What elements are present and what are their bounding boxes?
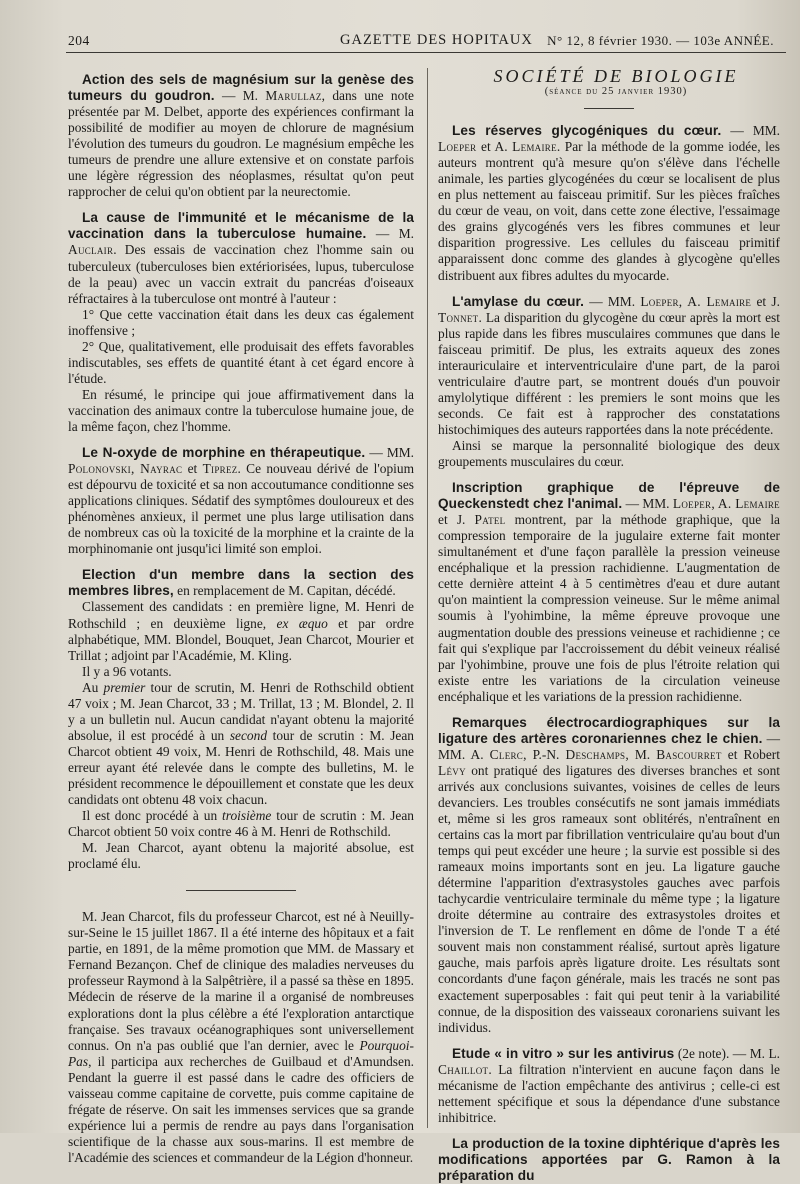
- article-title: Election d'un membre dans la section des membres libres,: [68, 567, 414, 599]
- author: Chaillot: [438, 1061, 489, 1077]
- article-electrocardiographie: Remarques électrocardiographiques sur la ligature des artères coronariennes chez le chien. — MM. A. Clerc, P.-N. Deschamps, M. Bascourret et Robert Lévy ont pratiqué des ligatures des diverses branches et sont arrivés aux conclusions suivantes, voisines de celles de leurs devanciers. Les troubles consécutifs ne sont jamais immédiats et, même si les gros rameaux sont oblitérés, n'entraînent en certains cas la mort par fibrillation ventriculaire qu'au bout d'un temps qui peut excéder une heure ; la survie est possible si des rameaux moins importants sont en jeu. La ligature gauche détermine l'apparition d'extrasystoles gauches avec parfois tachycardie ventriculaire terminale du même type ; la ligature droite détermine au contraire des extrasystoles droites et l'inversion de T. Le renflement en dôme de l'onde T a été souvent mais non constamment réalisé, surtout après ligature gauche, mais parfois après ligature droite. Les résultats sont concordants d'une façon générale, mais les tracés ne sont pas exactement superposables : fait qui peut tenir à la variabilité connue, de la disposition des vaisseaux coronariens suivant les individus.: [438, 714, 780, 1035]
- author: Polonovski, Nayrac: [68, 461, 183, 477]
- paragraph: Il y a 96 votants.: [82, 663, 172, 679]
- author: Bascourret: [656, 746, 722, 762]
- column-divider: [427, 68, 428, 1128]
- author: Loeper: [438, 139, 477, 155]
- author: Loeper, A. Lemaire: [672, 496, 780, 512]
- paragraph: M. Jean Charcot, ayant obtenu la majorité absolue, est proclamé élu.: [68, 840, 414, 872]
- page-number: 204: [68, 33, 90, 48]
- article-election: Election d'un membre dans la section des membres libres, en remplacement de M. Capitan, décédé.: [68, 567, 414, 599]
- paragraph: Ainsi se marque la personnalité biologique des deux groupements musculaires du cœur.: [438, 437, 780, 470]
- issue-info: N° 12, 8 février 1930. — 103e ANNÉE.: [547, 33, 774, 48]
- author: Lévy: [438, 762, 466, 778]
- article-antivirus: Etude « in vitro » sur les antivirus (2e note). — M. L. Chaillot. La filtration n'intervient en aucune façon dans le mécanisme de l'action empêchante des antivirus ; celle-ci est nettement spécifique et sous la dépendance d'une substance inhibitrice.: [438, 1045, 780, 1125]
- right-column: [438, 68, 780, 1184]
- page-header: [68, 30, 784, 52]
- author: Marullaz: [265, 88, 322, 104]
- section-rule: [186, 890, 296, 891]
- journal-title: GAZETTE DES HOPITAUX: [340, 32, 533, 48]
- left-column: [68, 68, 414, 1166]
- paragraph: 2° Que, qualitativement, elle produisait des effets favorables indiscutables, ses effets de quantité étant à cet égard encore à l'étude.: [68, 338, 414, 386]
- section-date: (séance du 25 janvier 1930): [544, 86, 688, 98]
- author: Tiprez: [202, 461, 238, 477]
- paragraph: Au premier tour de scrutin, M. Henri de Rothschild obtient 47 voix ; M. Jean Charcot, 33 ; M. Trillat, 13 ; M. Blondel, 2. Il y a un bulletin nul. Aucun candidat n'ayant obtenu la majorité absolue, il est procédé à un second tour de scrutin : M. Jean Charcot obtient 49 voix, M. Henri de Rothschild, 48. Mais une erreur ayant été relevée dans le compte des bulletins, M. le président recommence le dépouillement et constate que les deux candidats ont obtenu 48 voix chacun.: [68, 679, 414, 808]
- author: Auclair: [68, 242, 114, 258]
- article-title: La production de la toxine diphtérique d'après les modifications apportées par G. Ramon à la préparation du: [438, 1135, 780, 1183]
- author: Deschamps: [565, 746, 626, 762]
- author: Loeper, A. Lemaire: [640, 293, 752, 309]
- article-glycogene: Les réserves glycogéniques du cœur. — MM. Loeper et A. Lemaire. Par la méthode de la gomme iodée, les auteurs montrent qu'à mesure qu'on s'élève dans l'échelle animale, les parties glycogénées du cœur se localisent de plus en plus nettement au faisceau primitif. Sur les pièces fraîches du cœur de veau, on voit, dans cette zone élective, l'essaimage des grains glycogénés vers les fibres communes et leur disparition progressive. Les cellules du faisceau primitif apparaissent donc comme des glandes à glycogène qu'elles distribuent aux fibres adultes du myocarde.: [438, 123, 780, 283]
- article-morphine: Le N-oxyde de morphine en thérapeutique. — MM. Polonovski, Nayrac et Tiprez. Ce nouveau dérivé de l'opium est dépourvu de toxicité et sa non accoutumance conditionne ses applications cliniques. Sédatif des symptômes douloureux et des phénomènes anxieux, il permet une plus large utilisation dans de nombreux cas où la toxicité de la morphine et la crainte de la morphinomanie ont jusqu'ici limité son emploi.: [68, 445, 414, 557]
- paragraph: En résumé, le principe qui joue affirmativement dans la vaccination des animaux contre la tuberculose humaine joue, de la même façon, chez l'homme.: [68, 386, 414, 434]
- section-rule: [584, 108, 634, 109]
- author: Patel: [474, 512, 506, 528]
- article-toxine-diphterique: [438, 1136, 780, 1184]
- article-title: Etude « in vitro » sur les antivirus: [452, 1045, 675, 1061]
- author: Clerc: [489, 746, 524, 762]
- paragraph: Il est donc procédé à un troisième tour de scrutin : M. Jean Charcot obtient 50 voix contre 46 à M. Henri de Rothschild.: [68, 808, 414, 840]
- article-queckenstedt: Inscription graphique de l'épreuve de Queckenstedt chez l'animal. — MM. Loeper, A. Lemaire et J. Patel montrent, par la méthode graphique, que la compression temporaire de la jugulaire externe fait monter simultanément et d'une façon parallèle la pression veineuse encéphalique et la pression rachidienne. L'augmentation de cette dernière atteint 4 à 5 centimètres d'eau et dure autant qu'on maintient la compression veineuse. Sur le même animal soumis à l'yohimbine, la même épreuve provoque une augmentation double des pressions veineuse et rachidienne ; ce fait qui s'explique par l'accroissement du débit veineux réalisé par l'yohimbine, prouve une fois de plus l'étroite relation qui existe entre les variations de la circulation veineuse encéphalique et les variations de la pression rachidienne.: [438, 480, 780, 704]
- author: Tonnet: [438, 309, 479, 325]
- article-title: Les réserves glycogéniques du cœur.: [452, 123, 722, 139]
- header-rule: [66, 52, 786, 53]
- article-title: L'amylase du cœur.: [452, 293, 584, 309]
- article-charcot-bio: M. Jean Charcot, fils du professeur Charcot, est né à Neuilly-sur-Seine le 15 juillet 1867. Il a été interne des hôpitaux et a fait partie, en 1891, de la même promotion que MM. de Massary et Fernand Bezançon. Chef de clinique des maladies nerveuses du professeur Raymond à la Salpêtrière, il a passé sa thèse en 1895. Médecin de réserve de la marine il a organisé de nombreuses explorations dont la plus célèbre a été l'exploration antarctique française. Ses travaux océanographiques sont universellement connus. On n'a pas oublié que l'an dernier, avec le Pourquoi-Pas, il participa aux recherches de Guilbaud et d'Amundsen. Pendant la guerre il est passé dans le cadre des officiers de vaisseau comme capitaine de corvette, puis comme capitaine de frégate de réserve. On sait les immenses services que sa grande expérience lui a permis de rendre au pays dans l'organisation scientifique de la chasse aux sous-marins. Il est membre de l'Académie des sciences et commandeur de la Légion d'honneur.: [68, 909, 414, 1165]
- paragraph: Classement des candidats : en première ligne, M. Henri de Rothschild ; en deuxième ligne, ex æquo et par ordre alphabétique, MM. Blondel, Bouquet, Jean Charcot, Mourier et Trillat ; adjoint par l'Académie, M. Kling.: [68, 599, 414, 663]
- paragraph: 1° Que cette vaccination était dans les deux cas également inoffensive ;: [68, 306, 414, 338]
- article-tuberculose: La cause de l'immunité et le mécanisme de la vaccination dans la tuberculose humaine. — M. Auclair. Des essais de vaccination chez l'homme sain ou tuberculeux (tuberculoses bien extériorisées, lupus, tuberculose de la peau) avec un vaccin extrait du pancréas d'oiseaux réfractaires à la tuberculose ont montré à l'auteur :: [68, 210, 415, 306]
- section-title: SOCIÉTÉ DE BIOLOGIE: [493, 66, 739, 86]
- author: Lemaire: [512, 139, 557, 155]
- article-title: Inscription graphique de l'épreuve de Queckenstedt chez l'animal.: [438, 480, 780, 512]
- article-title: Le N-oxyde de morphine en thérapeutique.: [82, 445, 366, 461]
- article-magnesium: Action des sels de magnésium sur la genèse des tumeurs du goudron. — M. Marullaz, dans une note présentée par M. Delbet, apporte des expériences confirmant la possibilité de modifier au moyen de chlorure de magnésium l'évolution des tumeurs du goudron. Le magnésium empêche les tumeurs de prendre une allure extensive et on constate parfois une légère régression des néoplasmes, résultat qu'on peut rapprocher de celui qu'on obtient par la neurectomie.: [68, 72, 414, 200]
- article-amylase: L'amylase du cœur. — MM. Loeper, A. Lemaire et J. Tonnet. La disparition du glycogène du cœur après la mort est plus rapide dans les fibres musculaires communes que dans le faisceau primitif. De plus, les extraits aqueux des zones interauriculaire et interventriculaire d'une part, de la paroi ventriculaire d'autre part, se montrent doués d'un pouvoir amylolytique différent : les premiers le sont moins que les seconds. Ce fait est à rapprocher des constatations histochimiques des auteurs rapportées dans la note précédente.: [438, 293, 780, 437]
- article-title: La cause de l'immunité et le mécanisme de la vaccination dans la tuberculose humaine.: [68, 210, 414, 242]
- article-title: Action des sels de magnésium sur la genèse des tumeurs du goudron.: [68, 72, 414, 104]
- article-title: Remarques électrocardiographiques sur la ligature des artères coronariennes chez le chien.: [438, 714, 780, 746]
